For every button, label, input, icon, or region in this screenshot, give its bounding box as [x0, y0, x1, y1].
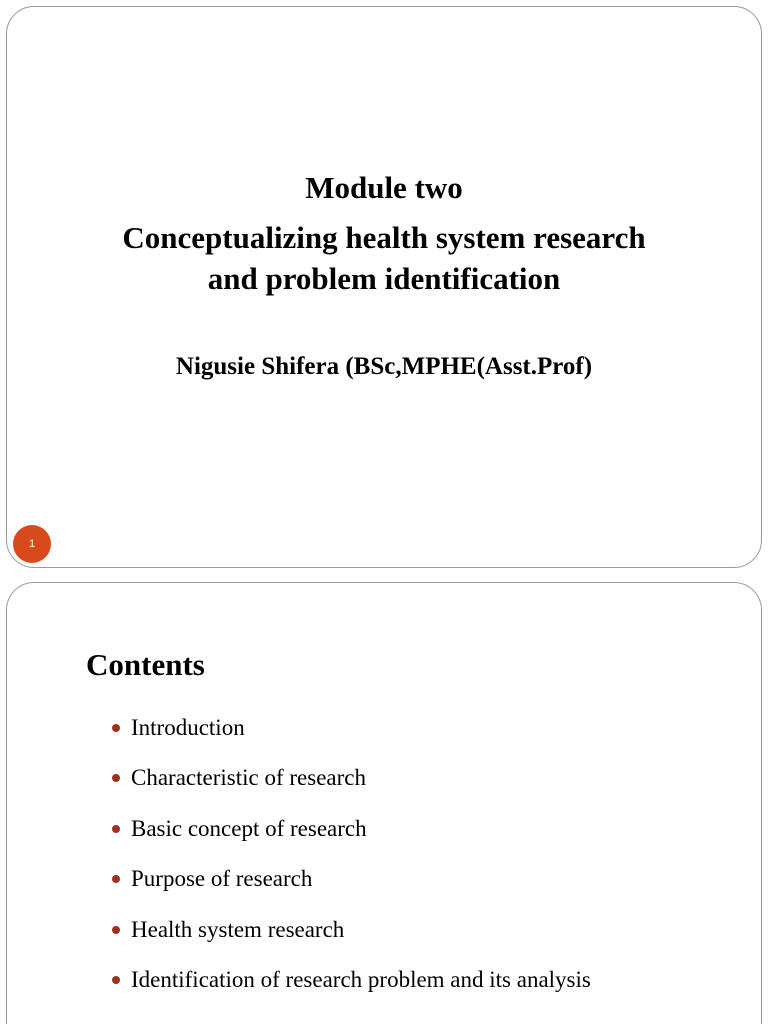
bullet-icon: [112, 926, 120, 934]
bullet-icon: [112, 976, 120, 984]
page-number-badge: 1: [13, 525, 51, 563]
list-item-label: Characteristic of research: [131, 765, 366, 791]
list-item-label: Purpose of research: [131, 866, 313, 892]
slide-title-line-2: and problem identification: [207, 261, 561, 296]
bullet-icon: [112, 724, 120, 732]
list-item: [112, 911, 591, 961]
slide-title-line-1: Conceptualizing health system research: [122, 220, 646, 255]
list-item-label: Basic concept of research: [131, 815, 367, 841]
slide-2: [6, 582, 762, 1024]
slide-title: [7, 217, 761, 299]
list-item: [112, 759, 591, 809]
bullet-icon: [112, 875, 120, 883]
list-item: [112, 810, 591, 860]
list-item-label: Introduction: [131, 715, 245, 740]
list-item-label: Identification of research problem and its analysis: [131, 966, 591, 992]
list-item: [112, 709, 591, 759]
list-item: [112, 961, 591, 1011]
contents-list: [112, 709, 591, 1011]
author-name: Nigusie Shifera (BSc,MPHE(Asst.Prof): [175, 353, 593, 380]
bullet-icon: [112, 774, 120, 782]
list-item: [112, 860, 591, 910]
list-item-label: Health system research: [131, 916, 345, 942]
slide-1: [6, 6, 762, 568]
contents-heading: Contents: [86, 647, 205, 682]
module-title: Module two: [305, 170, 463, 205]
bullet-icon: [112, 825, 120, 833]
